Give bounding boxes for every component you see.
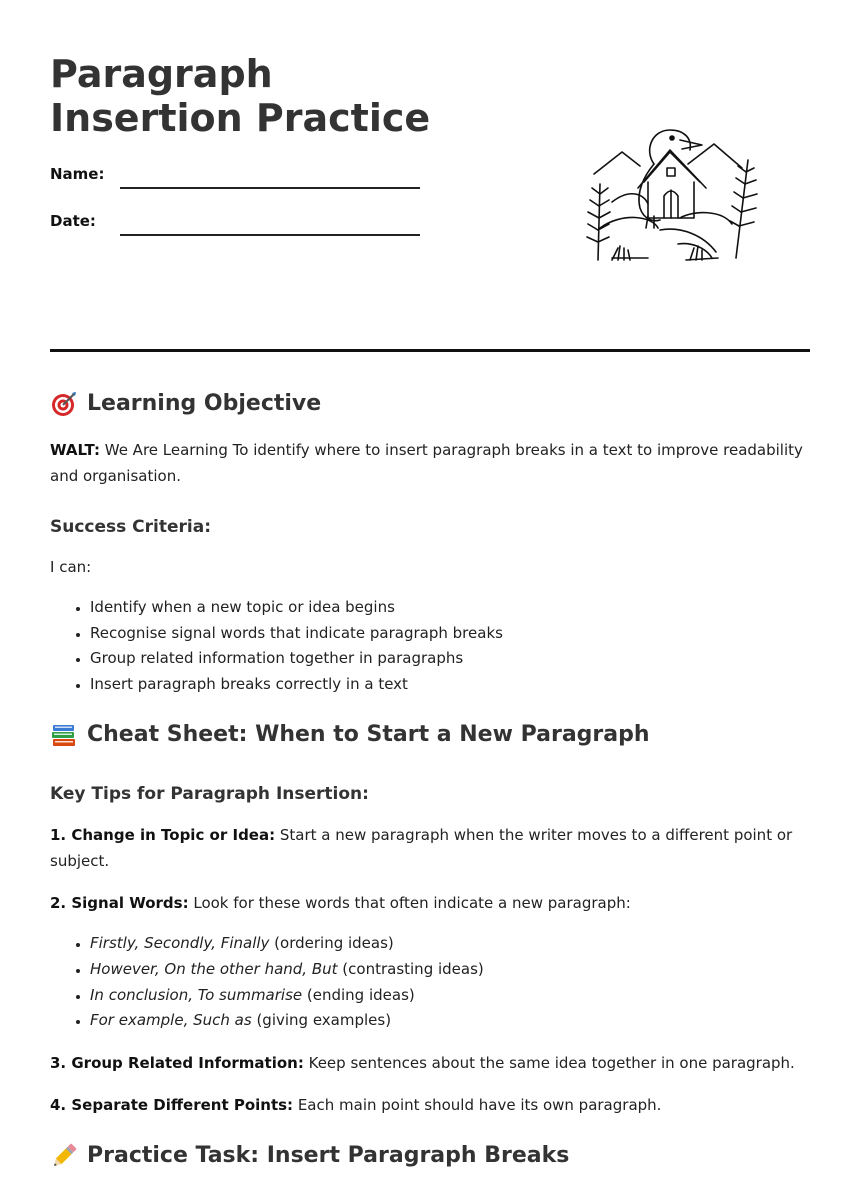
key-tips-heading: Key Tips for Paragraph Insertion:: [50, 784, 369, 805]
cheat-sheet-title: Cheat Sheet: When to Start a New Paragraph: [87, 722, 650, 748]
success-criteria-heading: Success Criteria:: [50, 517, 212, 537]
list-item: • Group related information together in paragraphs: [90, 646, 810, 672]
tip-3-label: 3. Group Related Information:: [50, 1053, 304, 1072]
signal-words-list: [50, 931, 810, 1033]
signal-note: (ordering ideas): [269, 934, 394, 953]
list-item: [90, 931, 810, 957]
practice-task-heading: [50, 1132, 810, 1180]
signal-words: In conclusion, To summarise: [90, 985, 303, 1004]
date-line[interactable]: [120, 234, 420, 236]
list-item: • Recognise signal words that indicate paragraph breaks: [90, 621, 810, 647]
signal-note: (contrasting ideas): [337, 959, 484, 978]
walt-paragraph: [50, 437, 810, 489]
tip-3: [50, 1050, 810, 1076]
signal-words: However, On the other hand, But: [90, 959, 338, 978]
tip-2-text: Look for these words that often indicate a new paragraph:: [188, 894, 631, 913]
list-item: [90, 983, 810, 1009]
tip-4-text: Each main point should have its own paragraph.: [293, 1095, 662, 1114]
tip-4: [50, 1092, 810, 1118]
cheat-sheet-heading: [50, 711, 810, 759]
list-item: [90, 1008, 810, 1034]
tip-1: [50, 822, 810, 874]
tip-2: [50, 890, 810, 916]
list-item: [90, 957, 810, 983]
learning-objective-title: Learning Objective: [87, 391, 322, 416]
page-title: Paragraph Insertion Practice: [50, 52, 431, 140]
name-line[interactable]: [120, 187, 420, 189]
list-item: • Insert paragraph breaks correctly in a text: [90, 672, 810, 698]
success-criteria-list: [50, 595, 810, 697]
target-icon: [50, 390, 78, 418]
house-bird-mountains-illustration: [582, 124, 768, 268]
i-can-text: I can:: [50, 558, 92, 576]
date-label: Date:: [50, 212, 96, 230]
tip-1-label: 1. Change in Topic or Idea:: [50, 826, 276, 845]
pencil-icon: [50, 1142, 78, 1170]
signal-words: For example, Such as: [90, 1011, 252, 1030]
books-icon: [50, 721, 78, 749]
walt-text: We Are Learning To identify where to insert paragraph breaks in a text to improve readability and organisation.: [50, 441, 803, 485]
signal-words: Firstly, Secondly, Finally: [90, 934, 270, 953]
tip-4-label: 4. Separate Different Points:: [50, 1095, 294, 1114]
tip-1-text: Start a new paragraph when the writer moves to a different point or subject.: [50, 826, 793, 871]
name-label: Name:: [50, 165, 105, 183]
signal-note: (ending ideas): [302, 985, 415, 1004]
walt-label: WALT:: [50, 441, 100, 459]
practice-task-title: Practice Task: Insert Paragraph Breaks: [87, 1142, 570, 1168]
learning-objective-heading: [50, 380, 810, 428]
header-divider: [50, 349, 810, 352]
list-item: • Identify when a new topic or idea begins: [90, 595, 810, 621]
tip-2-label: 2. Signal Words:: [50, 894, 189, 913]
signal-note: (giving examples): [251, 1011, 392, 1030]
tip-3-text: Keep sentences about the same idea together in one paragraph.: [303, 1053, 795, 1072]
